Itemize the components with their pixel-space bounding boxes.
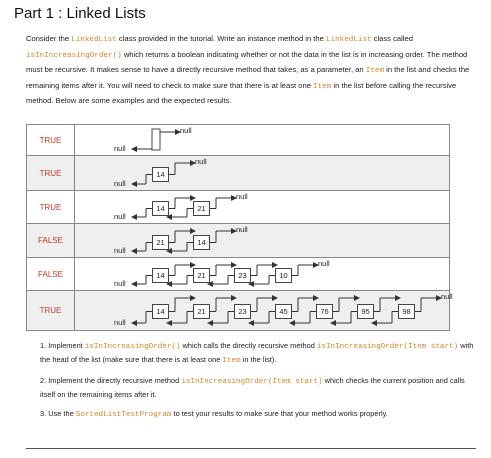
code-method-name: isInIncreasingOrder() [26, 51, 122, 60]
linked-list-diagram [76, 291, 453, 330]
null-tail-label: null [195, 157, 207, 166]
instructions-list [40, 340, 480, 430]
intro-text: in the list and checks the remaining items after it. You will need to check to make sure that there is at least one [26, 65, 470, 90]
step-number: 3. [40, 409, 47, 418]
step-text: to test your results to make sure that your method works properly. [171, 409, 388, 418]
list-node: 14 [152, 268, 169, 283]
intro-text: in the list before calling the recursive method. Below are some examples and the expected results. [26, 80, 457, 105]
step-text: which calls the directly recursive method [180, 341, 317, 350]
null-head-label: null [114, 318, 126, 327]
linked-list-diagram [76, 156, 449, 190]
examples-table [26, 124, 453, 331]
list-node: 21 [193, 304, 210, 319]
null-head-label: null [114, 179, 126, 188]
code-linkedlist: LinkedList [71, 36, 117, 44]
result-label: FALSE [27, 258, 75, 290]
result-label: FALSE [27, 224, 75, 257]
page-title: Part 1 : Linked Lists [14, 5, 146, 22]
list-node: 10 [275, 268, 292, 283]
intro-paragraph [26, 32, 478, 108]
linked-list-diagram [76, 191, 449, 223]
code-linkedlist: LinkedList [325, 36, 372, 44]
list-node: 98 [398, 304, 415, 319]
code-method-signature: isInIncreasingOrder(Item start) [316, 343, 459, 351]
step-3 [40, 408, 480, 422]
linked-list-diagram [76, 125, 449, 155]
list-node: 45 [275, 304, 292, 319]
list-node: 76 [316, 304, 333, 319]
null-head-label: null [114, 279, 126, 288]
list-node: 14 [152, 167, 169, 182]
result-label: TRUE [27, 291, 75, 330]
list-node: 23 [234, 304, 251, 319]
code-item: Item [365, 67, 385, 75]
linked-list-diagram [76, 258, 449, 290]
pointer-arrows [76, 258, 449, 291]
result-label: TRUE [27, 156, 75, 190]
step-2 [40, 375, 480, 400]
null-head-label: null [114, 246, 126, 255]
code-item: Item [222, 356, 241, 365]
list-node: 21 [193, 201, 210, 216]
list-node: 14 [193, 235, 210, 250]
pointer-arrows [76, 156, 449, 191]
result-label: TRUE [27, 125, 75, 155]
bottom-divider [26, 448, 476, 449]
list-node: 14 [152, 304, 169, 319]
null-tail-label: null [441, 292, 453, 301]
pointer-arrows [76, 125, 449, 156]
step-text: with the head of the list (make sure that there is at least one [40, 341, 474, 364]
step-text: in the list). [240, 354, 277, 364]
code-item: Item [313, 82, 332, 91]
list-node: 14 [152, 201, 169, 216]
intro-text: which returns a boolean indicating whether or not the data in the list is in increasing order. The method must be recursive. It makes sense to have a directly recursive method that takes, as a parameter, an [26, 49, 468, 74]
list-node: 21 [193, 268, 210, 283]
result-label: TRUE [27, 191, 75, 223]
list-node: 23 [234, 268, 251, 283]
pointer-arrows [76, 224, 449, 258]
null-tail-label: null [180, 126, 192, 135]
empty-list-box [152, 129, 160, 150]
step-text: Implement [48, 341, 85, 350]
null-tail-label: null [236, 225, 248, 234]
intro-text: class called [371, 34, 413, 43]
pointer-arrows [76, 191, 449, 224]
null-head-label: null [114, 212, 126, 221]
intro-text: Consider the [26, 34, 72, 43]
list-node: 95 [357, 304, 374, 319]
null-tail-label: null [236, 192, 248, 201]
example-row [27, 125, 449, 156]
pointer-arrows [76, 291, 449, 330]
example-row [27, 224, 449, 258]
example-row [27, 156, 449, 191]
intro-text: class provided in the tutorial. Write an instance method in the [116, 34, 326, 43]
example-row [27, 291, 453, 330]
step-number: 2. [40, 376, 47, 385]
code-method-name: isInIncreasingOrder() [84, 343, 181, 351]
example-row [27, 191, 449, 224]
step-text: Implement the directly recursive method [48, 376, 182, 385]
null-tail-label: null [318, 259, 330, 268]
step-text: which checks the current position and calls itself on the remaining items after it. [40, 376, 465, 399]
example-row [27, 258, 449, 291]
code-test-program: SortedListTestProgram [75, 411, 172, 419]
code-method-signature: isInIncreasingOrder(Item start) [181, 378, 323, 386]
linked-list-diagram [76, 224, 449, 257]
step-number: 1. [40, 341, 47, 350]
list-node: 21 [152, 235, 169, 250]
null-head-label: null [114, 144, 126, 153]
step-1 [40, 340, 480, 367]
step-text: Use the [48, 409, 76, 418]
